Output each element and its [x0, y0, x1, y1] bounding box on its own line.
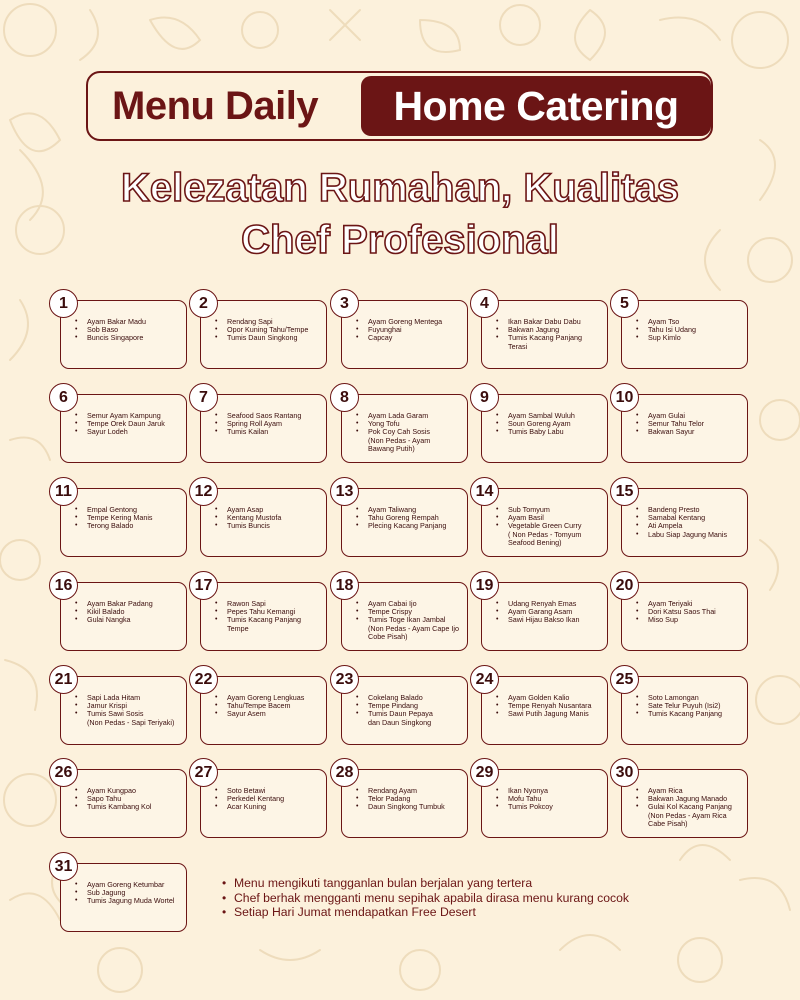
menu-item: Terasi — [508, 341, 528, 351]
menu-item: • Ayam Kungpao — [75, 787, 182, 795]
menu-item: • Sawi Putih Jagung Manis — [496, 710, 603, 718]
day-menu-list — [636, 694, 743, 719]
day-card-9 — [480, 388, 608, 463]
menu-item: Bawang Putih) — [368, 443, 415, 453]
menu-item: • Plecing Kacang Panjang — [356, 522, 463, 530]
day-number-badge: 4 — [470, 289, 499, 318]
menu-item: • Dori Katsu Saos Thai — [636, 608, 743, 616]
day-number-badge: 11 — [49, 477, 78, 506]
menu-item: • Semur Ayam Kampung — [75, 412, 182, 420]
day-number-badge: 31 — [49, 852, 78, 881]
menu-item: • Tempe Crispy — [356, 608, 463, 616]
menu-item: • Buncis Singapore — [75, 334, 182, 342]
day-card-2 — [199, 294, 327, 369]
menu-item: • Seafood Saos Rantang — [215, 412, 322, 420]
menu-item: Cabe Pisah) — [648, 818, 688, 828]
day-menu-list — [496, 787, 603, 812]
day-menu-list — [496, 412, 603, 437]
day-number-badge: 20 — [610, 571, 639, 600]
menu-item: • Fuyunghai — [356, 326, 463, 334]
menu-item: • Tahu Isi Udang — [636, 326, 743, 334]
menu-item: • Gulai Kol Kacang Panjang — [636, 803, 743, 811]
day-card-12 — [194, 482, 327, 557]
menu-item: • Bandeng Presto — [636, 506, 743, 514]
day-number-badge: 14 — [470, 477, 499, 506]
menu-item: • Udang Renyah Emas — [496, 600, 603, 608]
menu-item: dan Daun Singkong — [368, 717, 432, 727]
menu-item: • Jamur Krispi — [75, 702, 182, 710]
day-menu-list — [636, 600, 743, 625]
menu-item: • Tumis Jagung Muda Wortel — [75, 897, 182, 905]
day-number-badge: 25 — [610, 665, 639, 694]
menu-item: • Empal Gentong — [75, 506, 182, 514]
menu-item: • Daun Singkong Tumbuk — [356, 803, 463, 811]
menu-item: • Capcay — [356, 334, 463, 342]
menu-item: • Ati Ampela — [636, 522, 743, 530]
menu-item: • Tumis Kacang Panjang — [215, 616, 322, 624]
day-card-10 — [615, 388, 748, 463]
day-card-7 — [199, 388, 327, 463]
menu-item: • Ikan Bakar Dabu Dabu — [496, 318, 603, 326]
day-number-badge: 10 — [610, 383, 639, 412]
day-number-badge: 21 — [49, 665, 78, 694]
day-menu-list — [215, 506, 322, 531]
menu-item: • Gulai Nangka — [75, 616, 182, 624]
day-card-15 — [615, 482, 748, 557]
menu-item: • Sub Jagung — [75, 889, 182, 897]
day-card-18 — [335, 576, 468, 651]
menu-item: • Tumis Toge Ikan Jambal — [356, 616, 463, 624]
day-card-1 — [59, 294, 187, 369]
day-menu-list — [636, 412, 743, 437]
menu-item: • Samabal Kentang — [636, 514, 743, 522]
day-menu-list — [215, 600, 322, 633]
day-number-badge: 13 — [330, 477, 359, 506]
menu-item: • Sayur Asem — [215, 710, 322, 718]
day-number-badge: 19 — [470, 571, 499, 600]
notes-list — [220, 876, 629, 920]
day-menu-list — [496, 506, 603, 547]
menu-item: • Ayam Taliwang — [356, 506, 463, 514]
menu-item: • Soto Betawi — [215, 787, 322, 795]
menu-item: • Tumis Kambang Kol — [75, 803, 182, 811]
menu-item: • Ayam Cabai Ijo — [356, 600, 463, 608]
day-card-3 — [340, 294, 468, 369]
note-item: • Setiap Hari Jumat mendapatkan Free Desert — [220, 905, 629, 920]
menu-item: • Tumis Kacang Panjang — [496, 334, 603, 342]
menu-item: (Non Pedas - Sapi Teriyaki) — [87, 717, 175, 727]
menu-item: • Terong Balado — [75, 522, 182, 530]
menu-item: • Tempe Kering Manis — [75, 514, 182, 522]
day-card-31 — [54, 857, 187, 932]
menu-item: • Tumis Daun Pepaya — [356, 710, 463, 718]
menu-item: • Miso Sup — [636, 616, 743, 624]
day-card-26 — [54, 763, 187, 838]
menu-item: • Sapo Tahu — [75, 795, 182, 803]
day-menu-list — [75, 787, 182, 812]
day-card-27 — [194, 763, 327, 838]
header-title-left: Menu Daily — [112, 83, 319, 128]
menu-item: • Rawon Sapi — [215, 600, 322, 608]
day-menu-list — [75, 412, 182, 437]
menu-item: • Semur Tahu Telor — [636, 420, 743, 428]
menu-item: • Ayam Lada Garam — [356, 412, 463, 420]
day-card-23 — [335, 670, 468, 745]
menu-item: • Sob Baso — [75, 326, 182, 334]
day-card-6 — [59, 388, 187, 463]
menu-item: • Sapi Lada Hitam — [75, 694, 182, 702]
day-menu-list — [356, 694, 463, 727]
day-card-4 — [480, 294, 608, 369]
day-menu-list — [356, 506, 463, 531]
day-number-badge: 9 — [470, 383, 499, 412]
day-card-30 — [615, 763, 748, 838]
day-card-19 — [475, 576, 608, 651]
day-number-badge: 7 — [189, 383, 218, 412]
menu-item: • Tempe Orek Daun Jaruk — [75, 420, 182, 428]
tagline-line-1: Kelezatan Rumahan, Kualitas — [121, 166, 679, 210]
menu-item: • Soun Goreng Ayam — [496, 420, 603, 428]
menu-item: • Tahu/Tempe Bacem — [215, 702, 322, 710]
day-menu-list — [636, 318, 743, 343]
menu-item: • Yong Tofu — [356, 420, 463, 428]
day-number-badge: 18 — [330, 571, 359, 600]
menu-item: • Soto Lamongan — [636, 694, 743, 702]
day-card-20 — [615, 576, 748, 651]
day-number-badge: 1 — [49, 289, 78, 318]
menu-item: • Ayam Rica — [636, 787, 743, 795]
menu-item: • Mofu Tahu — [496, 795, 603, 803]
day-number-badge: 12 — [189, 477, 218, 506]
menu-item: • Ikan Nyonya — [496, 787, 603, 795]
menu-item: • Ayam Basil — [496, 514, 603, 522]
menu-item: • Tumis Sawi Sosis — [75, 710, 182, 718]
menu-item: • Ayam Bakar Padang — [75, 600, 182, 608]
tagline — [40, 162, 760, 266]
menu-item: • Ayam Goreng Lengkuas — [215, 694, 322, 702]
menu-item: • Tempe Pindang — [356, 702, 463, 710]
menu-item: • Sayur Lodeh — [75, 428, 182, 436]
menu-item: • Labu Siap Jagung Manis — [636, 531, 743, 539]
menu-item: • Kentang Mustofa — [215, 514, 322, 522]
day-card-8 — [340, 388, 468, 463]
day-card-24 — [475, 670, 608, 745]
menu-item: • Cokelang Balado — [356, 694, 463, 702]
header-banner — [86, 71, 713, 141]
menu-item: • Acar Kuning — [215, 803, 322, 811]
menu-item: • Bakwan Jagung — [496, 326, 603, 334]
menu-item: • Ayam Tso — [636, 318, 743, 326]
day-card-14 — [475, 482, 608, 557]
menu-item: • Opor Kuning Tahu/Tempe — [215, 326, 322, 334]
day-card-5 — [620, 294, 748, 369]
menu-item: • Vegetable Green Curry — [496, 522, 603, 530]
menu-item: • Pok Coy Cah Sosis — [356, 428, 463, 436]
day-number-badge: 16 — [49, 571, 78, 600]
tagline-line-2: Chef Profesional — [241, 218, 559, 262]
menu-item: • Perkedel Kentang — [215, 795, 322, 803]
menu-item: Seafood Bening) — [508, 537, 562, 547]
day-menu-list — [215, 694, 322, 719]
menu-item: • Ayam Asap — [215, 506, 322, 514]
day-card-17 — [194, 576, 327, 651]
menu-item: • Spring Roll Ayam — [215, 420, 322, 428]
day-menu-list — [496, 318, 603, 351]
day-menu-list — [75, 318, 182, 343]
menu-item: • Tumis Buncis — [215, 522, 322, 530]
note-item: • Chef berhak mengganti menu sepihak apabila dirasa menu kurang cocok — [220, 891, 629, 906]
day-menu-list — [75, 881, 182, 906]
day-number-badge: 2 — [189, 289, 218, 318]
day-number-badge: 29 — [470, 758, 499, 787]
day-number-badge: 26 — [49, 758, 78, 787]
menu-item: • Rendang Ayam — [356, 787, 463, 795]
day-card-29 — [475, 763, 608, 838]
menu-item: • Ayam Goreng Mentega — [356, 318, 463, 326]
menu-item: (Non Pedas - Ayam Rica — [648, 810, 727, 820]
day-menu-list — [636, 506, 743, 539]
day-number-badge: 15 — [610, 477, 639, 506]
menu-item: • Sate Telur Puyuh (Isi2) — [636, 702, 743, 710]
menu-item: • Rendang Sapi — [215, 318, 322, 326]
menu-item: • Sub Tomyum — [496, 506, 603, 514]
day-menu-list — [356, 787, 463, 812]
menu-item: ( Non Pedas - Tomyum — [508, 529, 582, 539]
day-menu-list — [75, 506, 182, 531]
menu-item: Tempe — [227, 623, 249, 633]
day-number-badge: 22 — [189, 665, 218, 694]
day-number-badge: 8 — [330, 383, 359, 412]
day-number-badge: 6 — [49, 383, 78, 412]
menu-item: • Bakwan Jagung Manado — [636, 795, 743, 803]
menu-item: • Ayam Golden Kalio — [496, 694, 603, 702]
day-menu-list — [356, 412, 463, 453]
menu-item: • Ayam Garang Asam — [496, 608, 603, 616]
menu-item: • Bakwan Sayur — [636, 428, 743, 436]
day-number-badge: 27 — [189, 758, 218, 787]
menu-item: (Non Pedas - Ayam — [368, 435, 431, 445]
menu-item: • Tumis Kacang Panjang — [636, 710, 743, 718]
menu-item: • Ayam Goreng Ketumbar — [75, 881, 182, 889]
day-card-28 — [335, 763, 468, 838]
menu-item: • Tumis Kailan — [215, 428, 322, 436]
day-number-badge: 3 — [330, 289, 359, 318]
day-card-21 — [54, 670, 187, 745]
menu-item: • Telor Padang — [356, 795, 463, 803]
day-menu-list — [496, 600, 603, 625]
menu-item: • Ayam Sambal Wuluh — [496, 412, 603, 420]
day-menu-list — [636, 787, 743, 828]
menu-item: • Tumis Pokcoy — [496, 803, 603, 811]
day-number-badge: 5 — [610, 289, 639, 318]
day-menu-list — [215, 787, 322, 812]
day-menu-list — [356, 318, 463, 343]
menu-item: • Ayam Bakar Madu — [75, 318, 182, 326]
day-card-16 — [54, 576, 187, 651]
menu-item: • Kikil Balado — [75, 608, 182, 616]
menu-item: • Ayam Gulai — [636, 412, 743, 420]
day-card-13 — [335, 482, 468, 557]
day-number-badge: 28 — [330, 758, 359, 787]
menu-item: • Tahu Goreng Rempah — [356, 514, 463, 522]
menu-item: • Sup Kimlo — [636, 334, 743, 342]
day-card-25 — [615, 670, 748, 745]
menu-item: • Sawi Hijau Bakso Ikan — [496, 616, 603, 624]
menu-item: Cobe Pisah) — [368, 631, 408, 641]
day-menu-list — [75, 600, 182, 625]
menu-item: • Tempe Renyah Nusantara — [496, 702, 603, 710]
day-number-badge: 23 — [330, 665, 359, 694]
menu-item: • Pepes Tahu Kemangi — [215, 608, 322, 616]
menu-item: • Tumis Baby Labu — [496, 428, 603, 436]
day-menu-list — [356, 600, 463, 641]
note-item: • Menu mengikuti tangganlan bulan berjalan yang tertera — [220, 876, 629, 891]
header-title-right: Home Catering — [361, 76, 711, 136]
day-number-badge: 24 — [470, 665, 499, 694]
menu-item: • Tumis Daun Singkong — [215, 334, 322, 342]
day-menu-list — [75, 694, 182, 727]
day-number-badge: 30 — [610, 758, 639, 787]
day-menu-list — [215, 318, 322, 343]
day-number-badge: 17 — [189, 571, 218, 600]
day-card-22 — [194, 670, 327, 745]
day-menu-list — [496, 694, 603, 719]
menu-item: (Non Pedas - Ayam Cape Ijo — [368, 623, 459, 633]
day-card-11 — [55, 482, 187, 557]
day-menu-list — [215, 412, 322, 437]
menu-item: • Ayam Teriyaki — [636, 600, 743, 608]
